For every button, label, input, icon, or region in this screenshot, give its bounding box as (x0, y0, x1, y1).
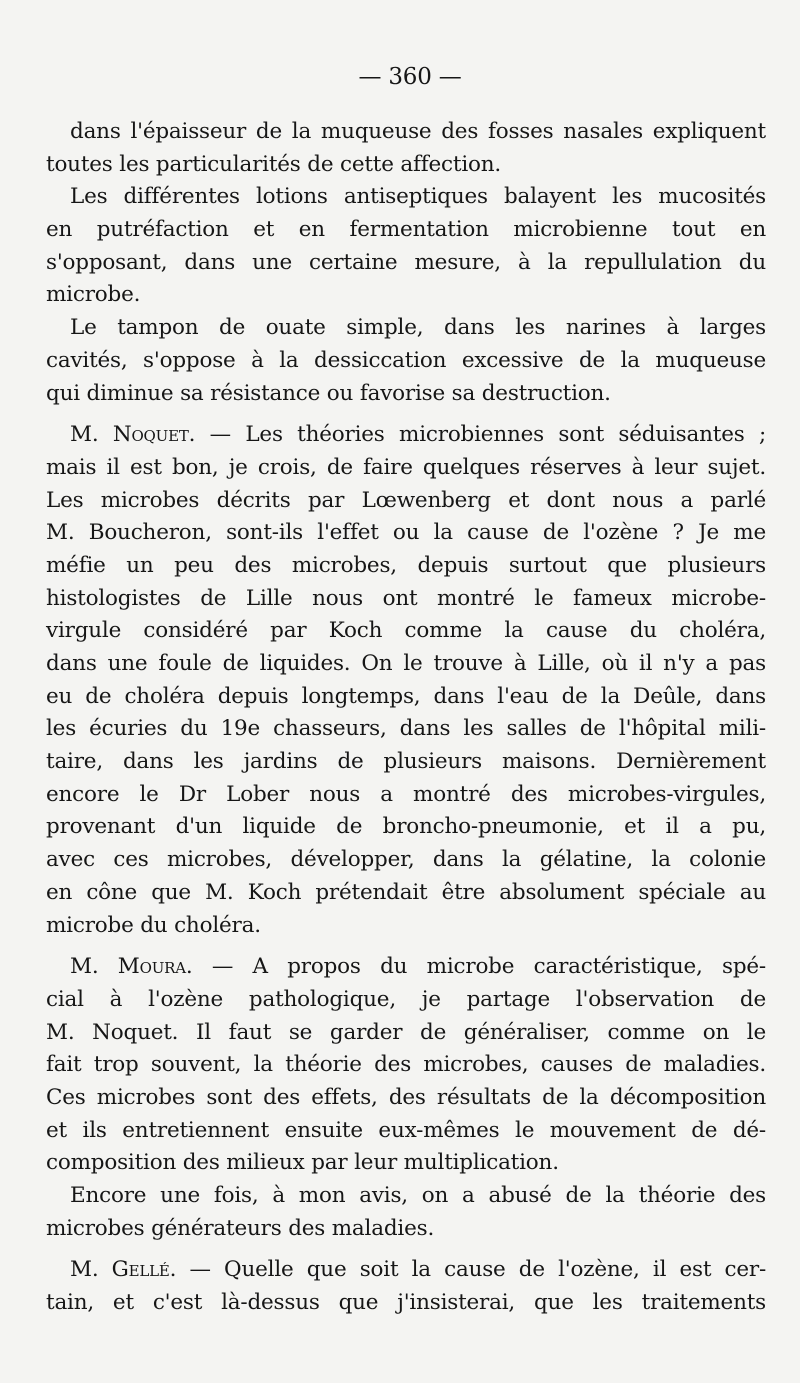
paragraph (46, 312, 766, 410)
text-line: tain, et c'est là-dessus que j'insisterai, que les traitements (46, 1290, 766, 1316)
text-line: mais il est bon, je crois, de faire quelques réserves à leur sujet. (46, 454, 766, 480)
text-line: en cône que M. Koch prétendait être absolument spéciale au (46, 879, 766, 905)
text-line: taire, dans les jardins de plusieurs maisons. Dernièrement (46, 749, 766, 775)
text-line: histologistes de Lille nous ont montré le fameux microbe- (46, 585, 766, 611)
text-line: cial à l'ozène pathologique, je partage l'observation de (46, 986, 766, 1012)
text-line: encore le Dr Lober nous a montré des microbes-virgules, (46, 781, 766, 807)
paragraph-gap (46, 410, 766, 419)
text-line: qui diminue sa résistance ou favorise sa destruction. (46, 380, 611, 406)
line-text: — Les théories microbiennes sont séduisantes ; (195, 422, 766, 448)
paragraph-gap (46, 1245, 766, 1254)
paragraph (46, 116, 766, 181)
paragraph (46, 951, 766, 1180)
text-line: dans une foule de liquides. On le trouve à Lille, où il n'y a pas (46, 651, 766, 676)
text-line: virgule considéré par Koch comme la cause du choléra, (46, 618, 766, 644)
text-line: en putréfaction et en fermentation microbienne tout en (46, 217, 766, 243)
text-line: Les différentes lotions antiseptiques balayent les mucosités (70, 184, 766, 210)
text-line (46, 951, 766, 984)
text-line: Les microbes décrits par Lœwenberg et dont nous a parlé (46, 487, 766, 513)
text-line: M. Noquet. Il faut se garder de généraliser, comme on le (46, 1019, 766, 1045)
text-line: Ces microbes sont des effets, des résultats de la décomposition (46, 1084, 766, 1110)
text-line (46, 419, 766, 452)
text-line: toutes les particularités de cette affection. (46, 151, 502, 177)
text-line: microbe du choléra. (46, 912, 261, 938)
text-line: eu de choléra depuis longtemps, dans l'eau de la Deûle, dans (46, 683, 766, 709)
text-line: s'opposant, dans une certaine mesure, à la repullulation du (46, 249, 766, 275)
text-line: M. Boucheron, sont-ils l'effet ou la cause de l'ozène ? Je me (46, 520, 766, 546)
line-text: — Quelle que soit la cause de l'ozène, il est cer- (176, 1257, 767, 1283)
speaker-name: M. Moura. (70, 954, 193, 980)
text-line: cavités, s'oppose à la dessiccation excessive de la muqueuse (46, 347, 766, 373)
speaker-name: M. Gellé. (70, 1257, 177, 1283)
paragraph (46, 1254, 766, 1319)
text-line: fait trop souvent, la théorie des microbes, causes de maladies. (46, 1052, 766, 1078)
text-line: microbes générateurs des maladies. (46, 1215, 435, 1241)
text-line: microbe. (46, 282, 141, 308)
speaker-name: M. Noquet. (70, 422, 196, 448)
text-line: Le tampon de ouate simple, dans les narines à larges (70, 315, 766, 341)
text-body (46, 116, 766, 1320)
text-line: provenant d'un liquide de broncho-pneumonie, et il a pu, (46, 814, 766, 840)
text-line: composition des milieux par leur multiplication. (46, 1150, 559, 1176)
paragraph-gap (46, 942, 766, 951)
text-line: les écuries du 19e chasseurs, dans les salles de l'hôpital mili- (46, 716, 766, 742)
paragraph (46, 419, 766, 942)
document-page (46, 60, 766, 1320)
text-line: dans l'épaisseur de la muqueuse des fosses nasales expliquent (70, 119, 766, 144)
text-line (46, 1254, 766, 1287)
line-text: — A propos du microbe caractéristique, spé- (192, 954, 766, 980)
text-line: Encore une fois, à mon avis, on a abusé de la théorie des (70, 1183, 766, 1208)
paragraph (46, 181, 766, 312)
paragraph (46, 1180, 766, 1245)
text-line: et ils entretiennent ensuite eux-mêmes le mouvement de dé- (46, 1117, 766, 1143)
page-number: — 360 — (358, 64, 462, 90)
text-line: méfie un peu des microbes, depuis surtout que plusieurs (46, 552, 766, 578)
text-line: avec ces microbes, développer, dans la gélatine, la colonie (46, 847, 766, 873)
